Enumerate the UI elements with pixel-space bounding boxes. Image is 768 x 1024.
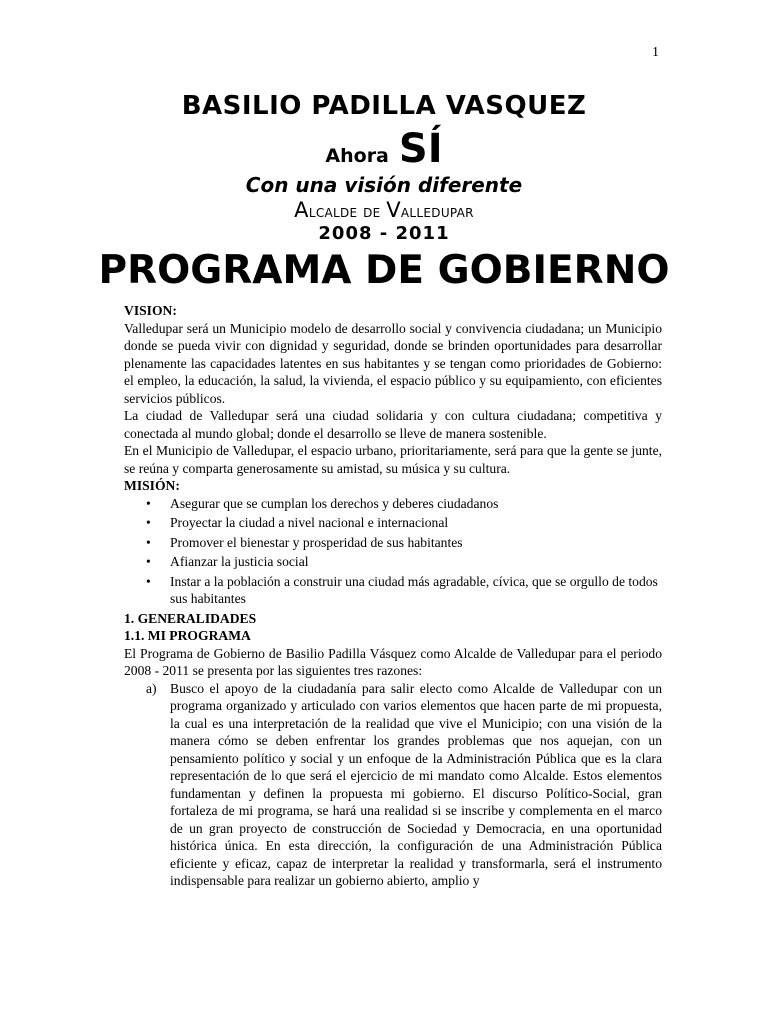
bullet-icon: •: [146, 554, 151, 569]
slogan-si: SÍ: [398, 126, 443, 172]
role-word-valledupar: alledupar: [400, 202, 474, 222]
list-item-text: Busco el apoyo de la ciudadanía para salir electo como Alcalde de Valledupar con un programa organizado y articulado con varios elementos que hacen parte de mi propuesta, la cual es una interpretación de la realidad que vive el Municipio; con una visión de la manera cómo se deben enfrentar los grandes problemas que nos aquejan, con un pensamiento político y social y un enfoque de la Administración Pública que es la clara representación de lo que será el ejercicio de mi mandato como Alcalde. Estos elementos fundamentan y definen la propuesta mi gobierno. El discurso Político-Social, gran fortaleza de mi programa, se hará una realidad si se inscribe y complementa en el marco de un gran proyecto de construcción de Sociedad y Democracia, en una oportunidad histórica única. En esta dirección, la configuración de una Administración Pública eficiente y eficaz, capaz de interpretar la realidad y transformarla, será el instrumento indispensable para realizar un gobierno abierto, amplio y: [170, 680, 662, 888]
vision-paragraph: En el Municipio de Valledupar, el espacio urbano, prioritariamente, será para que la gente se junte, se reúna y comparta generosamente su amistad, su música y su cultura.: [124, 443, 662, 476]
role-initial-a: A: [294, 198, 309, 222]
document-body: [124, 302, 662, 890]
document-header: [0, 88, 768, 294]
list-item: [124, 514, 662, 532]
list-item-text: Promover el bienestar y prosperidad de sus habitantes: [170, 534, 463, 550]
slogan-vision: Con una visión diferente: [245, 173, 523, 197]
list-item-text: Instar a la población a construir una ciudad más agradable, cívica, que se orgullo de todos sus habitantes: [170, 573, 658, 606]
program-title: PROGRAMA DE GOBIERNO: [98, 248, 670, 293]
page-number: 1: [652, 45, 659, 60]
list-item: [124, 495, 662, 513]
list-item-text: Proyectar la ciudad a nivel nacional e internacional: [170, 515, 449, 530]
slogan-line: [0, 124, 768, 174]
list-item: [124, 534, 662, 552]
bullet-icon: •: [146, 534, 151, 550]
reasons-list: [124, 680, 662, 890]
vision-heading: VISION:: [124, 303, 177, 318]
candidate-name: BASILIO PADILLA VASQUEZ: [181, 91, 587, 121]
bullet-icon: •: [146, 573, 151, 589]
candidate-role: [0, 198, 768, 224]
mision-list: [124, 495, 662, 608]
role-word-alcalde: lcalde de: [308, 202, 387, 222]
bullet-icon: •: [146, 495, 151, 511]
term-years: 2008 - 2011: [318, 223, 450, 244]
list-item: [124, 573, 662, 608]
list-item-text: Asegurar que se cumplan los derechos y deberes ciudadanos: [170, 495, 499, 511]
list-item: [124, 553, 662, 571]
vision-paragraph: Valledupar será un Municipio modelo de desarrollo social y convivencia ciudadana; un Municipio donde se pueda vivir con dignidad y seguridad, donde se brinden oportunidades para desarrollar plenamente las capacidades latentes en sus habitantes y se tengan como prioridades de Gobierno: el empleo, la educación, la salud, la vivienda, el espacio público y su equipamiento, con eficientes servicios públicos.: [124, 320, 662, 406]
bullet-icon: •: [146, 515, 151, 530]
list-item: [124, 680, 662, 890]
slogan-ahora: Ahora: [325, 145, 389, 167]
section-heading-generalidades: 1. GENERALIDADES: [124, 610, 257, 626]
vision-paragraph: La ciudad de Valledupar será una ciudad solidaria y con cultura ciudadana; competitiva y conectada al mundo global; donde el desarrollo se lleve de manera sostenible.: [124, 408, 662, 441]
subsection-heading-mi-programa: 1.1. MI PROGRAMA: [124, 628, 251, 643]
mision-heading: MISIÓN:: [124, 478, 180, 493]
list-item-text: Afianzar la justicia social: [170, 554, 309, 569]
role-initial-v: V: [386, 198, 401, 222]
intro-paragraph: El Programa de Gobierno de Basilio Padilla Vásquez como Alcalde de Valledupar para el periodo 2008 - 2011 se presenta por las siguientes tres razones:: [124, 645, 662, 678]
list-marker: a): [146, 680, 157, 696]
